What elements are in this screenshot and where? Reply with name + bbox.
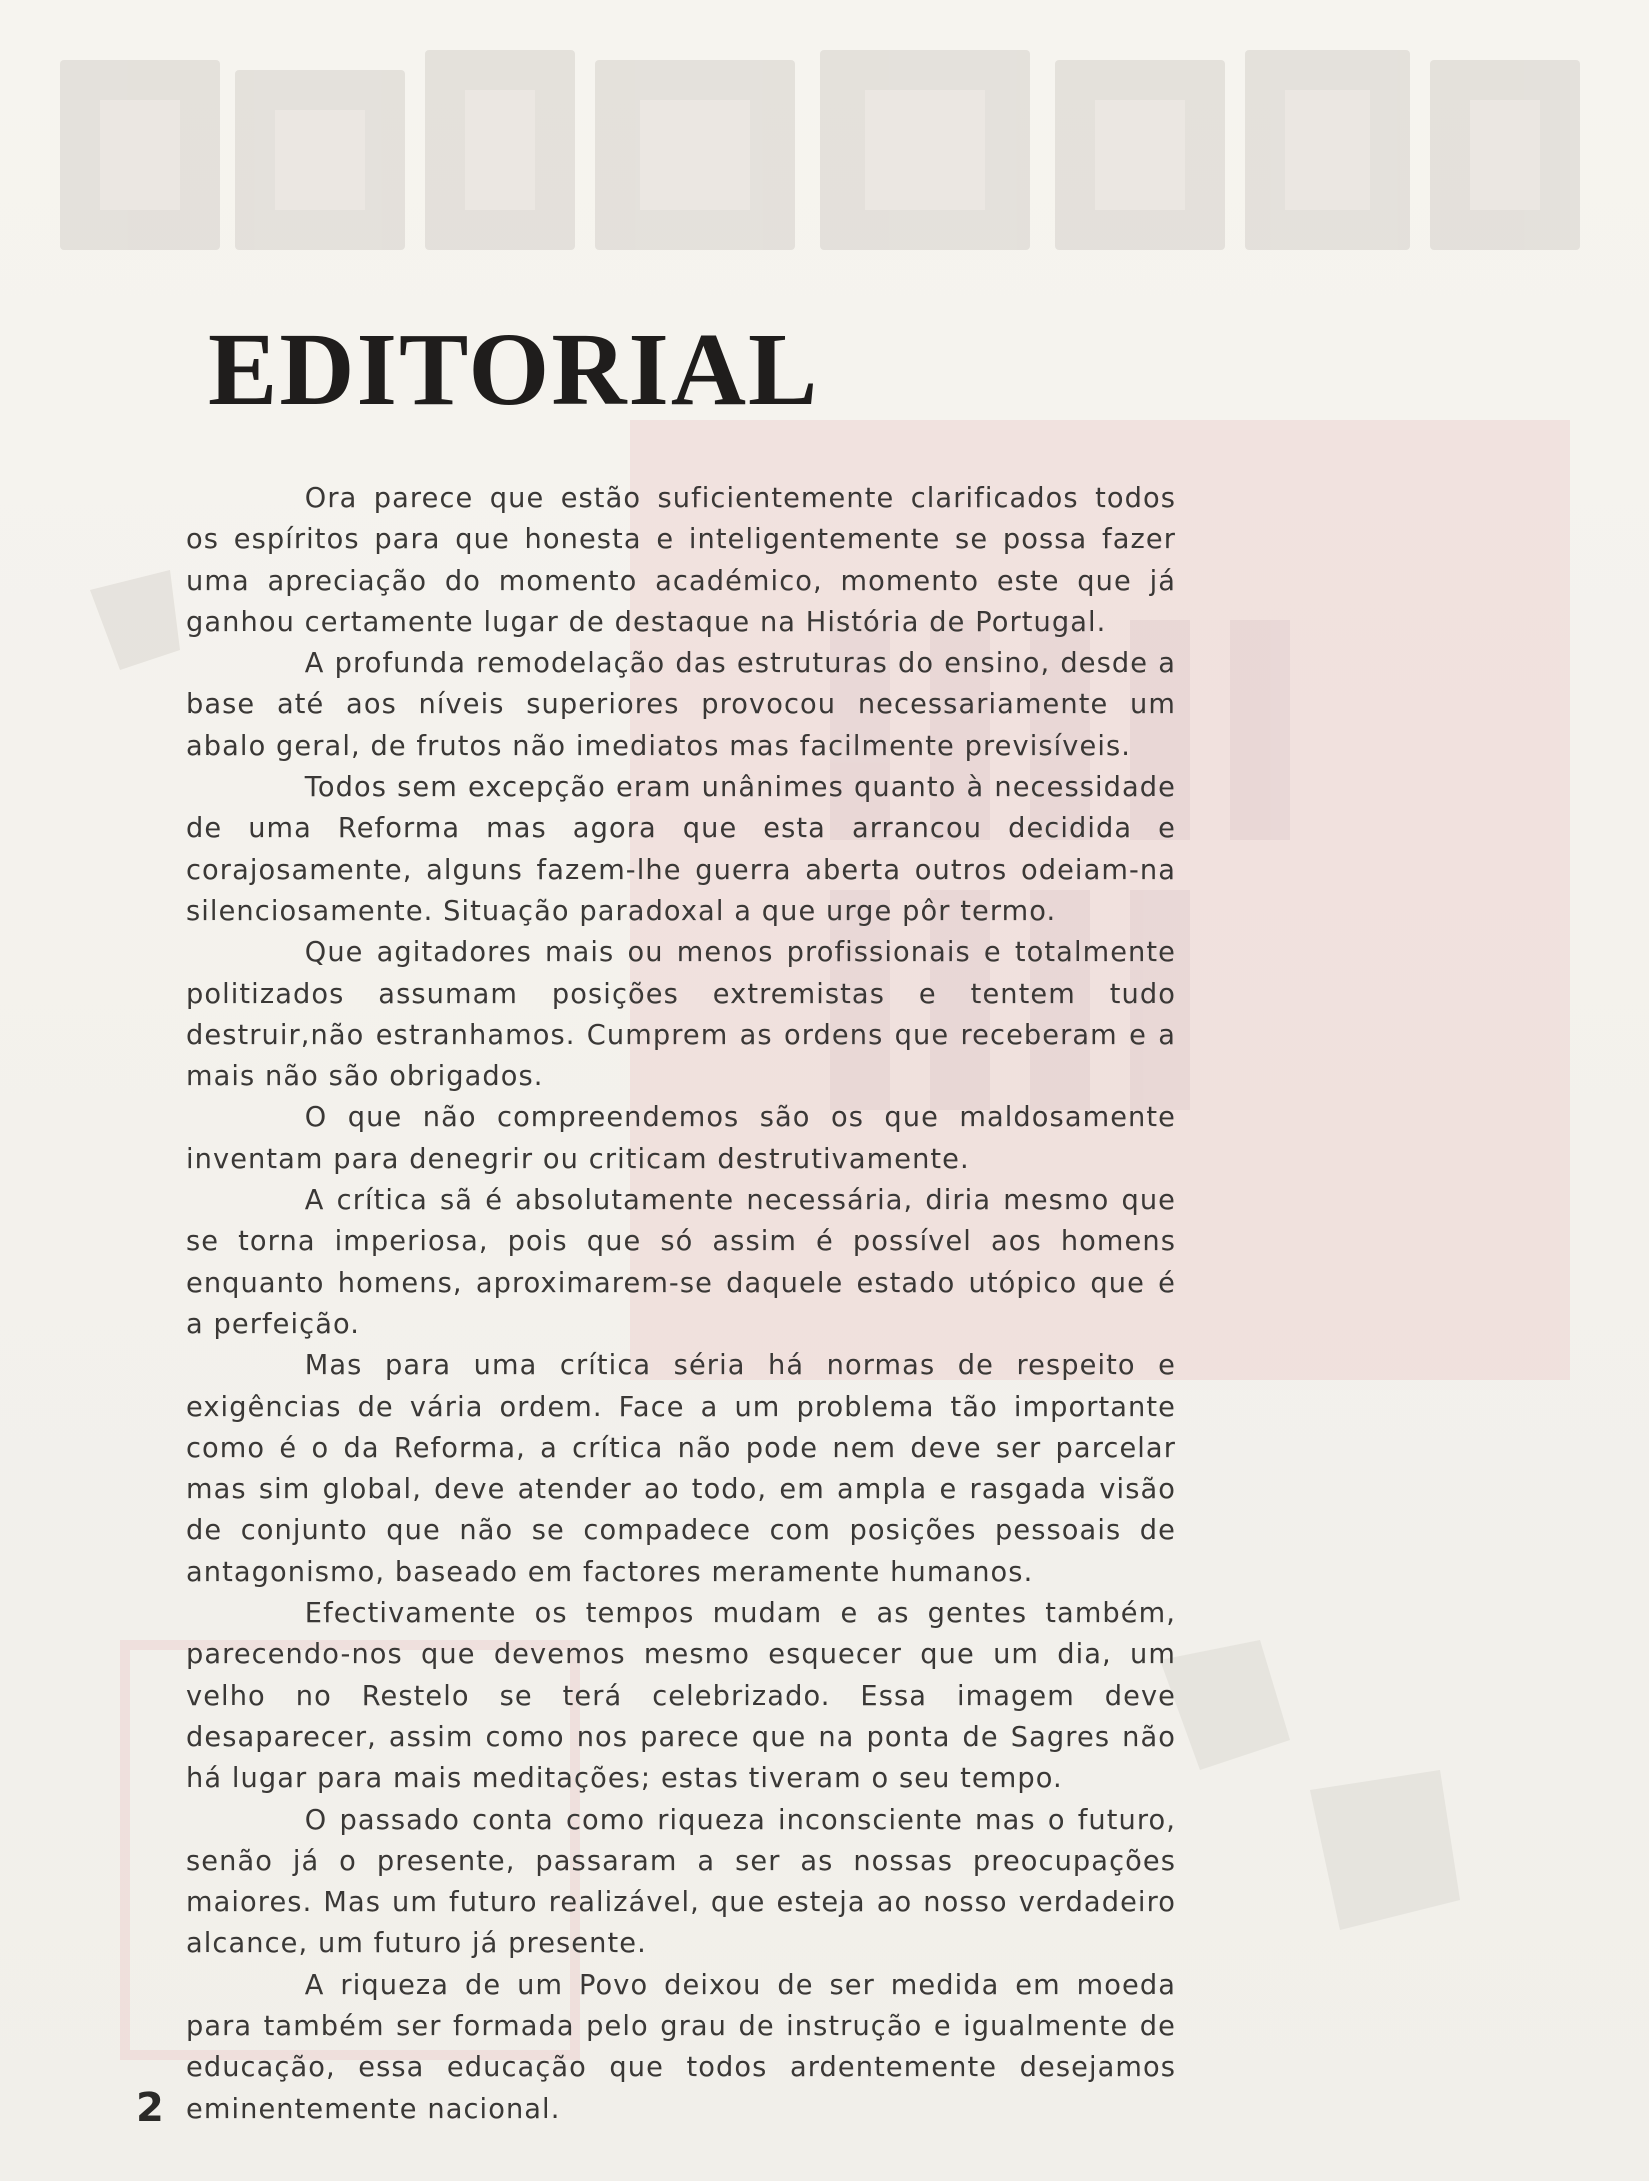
arrow-shape-icon [80,560,190,680]
paragraph: Mas para uma crítica séria há normas de respeito e exigências de vária ordem. Face a um problema tão importante como é o da Reforma, a crítica não pode nem deve ser parcelar mas sim global, deve atender ao todo, em ampla e rasgada visão de conjunto que não se compadece com posições pessoais de antagonismo, baseado em factores meramente humanos. [186,1349,1176,1588]
page-title: EDITORIAL [208,312,820,427]
paragraph: O passado conta como riqueza inconsciente mas o futuro, senão já o presente, passaram a ser as nossas preocupações maiores. Mas um futuro realizável, que esteja ao nosso verdadeiro alcance, um futuro já presente. [186,1803,1176,1960]
faded-masthead-lettering-icon [60,20,1600,280]
editorial-body [186,478,1176,2130]
paragraph: Ora parece que estão suficientemente clarificados todos os espíritos para que honesta e inteligentemente se possa fazer uma apreciação do momento académico, momento este que já ganhou certamente lugar de destaque na História de Portugal. [186,482,1176,638]
paragraph: Que agitadores mais ou menos profissionais e totalmente politizados assumam posições extremistas e tentem tudo destruir,não estranhamos. Cumprem as ordens que receberam e a mais não são obrigados. [186,936,1176,1093]
paragraph: Todos sem excepção eram unânimes quanto à necessidade de uma Reforma mas agora que esta arrancou decidida e corajosamente, alguns fazem-lhe guerra aberta outros odeiam-na silenciosamente. Situação paradoxal a que urge pôr termo. [186,771,1176,927]
paragraph: A crítica sã é absolutamente necessária, diria mesmo que se torna imperiosa, pois que só assim é possível aos homens enquanto homens, aproximarem-se daquele estado utópico que é a perfeição. [186,1184,1176,1340]
paragraph: Efectivamente os tempos mudam e as gentes também, parecendo-nos que devemos mesmo esquecer que um dia, um velho no Restelo se terá celebrizado. Essa imagem deve desaparecer, assim como nos parece que na ponta de Sagres não há lugar para mais meditações; estas tiveram o seu tempo. [186,1597,1176,1795]
page-number: 2 [136,2085,164,2131]
paragraph: A riqueza de um Povo deixou de ser medida em moeda para também ser formada pelo grau de instrução e igualmente de educação, essa educação que todos ardentemente desejamos eminentemente nacional. [186,1968,1176,2125]
arrow-shape-icon [1140,1620,1480,1950]
show-through-shape-right [1140,1620,1480,1950]
masthead-watermark [60,20,1600,280]
paragraph: O que não compreendemos são os que maldosamente inventam para denegrir ou criticam destrutivamente. [186,1101,1176,1175]
show-through-shape-left [80,560,190,680]
paragraph: A profunda remodelação das estruturas do ensino, desde a base até aos níveis superiores provocou necessariamente um abalo geral, de frutos não imediatos mas facilmente previsíveis. [186,647,1176,762]
